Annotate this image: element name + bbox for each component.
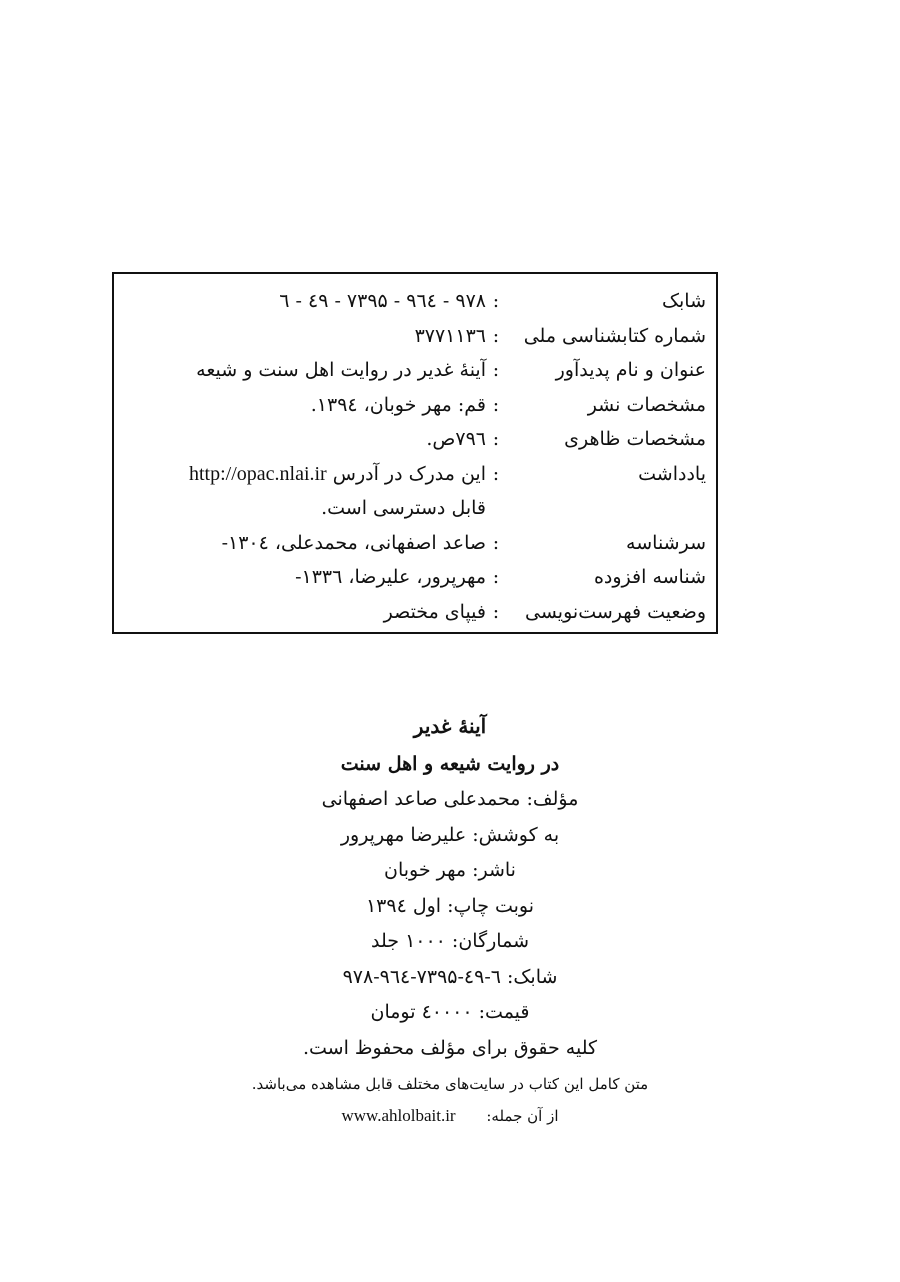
cip-label: یادداشت: [638, 462, 706, 485]
cip-row-title-author: [126, 353, 706, 388]
cip-row-added-entry: [126, 560, 706, 595]
cip-value: قم: مهر خوبان، ۱۳۹٤.: [310, 393, 486, 416]
cip-value: صاعد اصفهانی، محمدعلی، ۱۳۰٤-: [221, 531, 486, 554]
cip-colon: :: [492, 566, 500, 588]
note-line-2: قابل دسترسی است.: [321, 497, 486, 519]
cip-row-physical-description: [126, 422, 706, 457]
book-title: آینۀ غدیر: [413, 714, 487, 738]
cip-row-isbn: [126, 284, 706, 319]
cip-label: وضعیت فهرست‌نویسی: [525, 600, 706, 623]
cip-colon: :: [492, 393, 500, 416]
cip-row-main-entry: [126, 526, 706, 561]
cip-label: مشخصات نشر: [587, 393, 706, 416]
isbn-line: شابک: ٦-٤۹-۷۳۹۵-۹٦٤-۹۷۸: [342, 965, 558, 988]
cip-colon: :: [492, 531, 500, 554]
website-prefix: از آن جمله:: [486, 1107, 559, 1125]
cip-label: سرشناسه: [626, 531, 706, 554]
cip-colon: :: [492, 290, 500, 312]
cip-value: فیپای مختصر: [383, 600, 486, 623]
publisher-line: ناشر: مهر خوبان: [384, 859, 516, 881]
cip-row-cataloging-status: [126, 595, 706, 630]
cip-catalog-box: [112, 272, 718, 634]
cip-row-publication: [126, 388, 706, 423]
cip-value: ۳۷۷۱۱۳٦: [414, 324, 486, 347]
rights-line: کلیه حقوق برای مؤلف محفوظ است.: [302, 1036, 598, 1059]
cip-label: عنوان و نام پدیدآور: [555, 359, 706, 381]
cip-colon: :: [492, 359, 500, 381]
circulation-line: شمارگان: ۱۰۰۰ جلد: [371, 930, 529, 952]
cip-colon: :: [492, 600, 500, 623]
cip-colon: :: [492, 462, 500, 485]
cip-colon: :: [492, 428, 500, 450]
cip-value: [126, 457, 486, 526]
cip-label: شناسه افزوده: [593, 566, 706, 588]
cip-label: مشخصات ظاهری: [564, 428, 706, 450]
cip-value: آینۀ غدیر در روایت اهل سنت و شیعه: [196, 359, 486, 381]
cip-value: ۹۷۸ - ۹٦٤ - ۷۳۹۵ - ٤۹ - ٦: [279, 290, 486, 312]
cip-colon: :: [492, 324, 500, 347]
note-line-1: [126, 457, 486, 492]
cip-label: شابک: [661, 290, 706, 312]
cip-value: مهرپرور، علیرضا، ۱۳۳٦-: [295, 566, 486, 588]
editor-line: به کوشش: علیرضا مهرپرور: [340, 823, 560, 846]
author-line: مؤلف: محمدعلی صاعد اصفهانی: [321, 788, 579, 810]
cip-row-national-bibliography-number: [126, 319, 706, 354]
price-line: قیمت: ٤۰۰۰۰ تومان: [370, 1001, 530, 1023]
cip-label: شماره کتابشناسی ملی: [523, 324, 706, 347]
website-link[interactable]: www.ahlolbait.ir: [341, 1106, 456, 1125]
cip-row-note: [126, 457, 706, 526]
imprint-block: [150, 706, 750, 1132]
cip-value: ۷۹٦ص.: [426, 428, 486, 450]
website-line: [150, 1100, 750, 1132]
fulltext-note: متن کامل این کتاب در سایت‌های مختلف قابل مشاهده می‌باشد.: [251, 1075, 649, 1093]
book-subtitle: در روایت شیعه و اهل سنت: [340, 753, 560, 775]
edition-line: نوبت چاپ: اول ۱۳۹٤: [365, 894, 535, 917]
opac-link[interactable]: http://opac.nlai.ir: [188, 462, 327, 485]
note-text: این مدرک در آدرس: [332, 462, 486, 485]
